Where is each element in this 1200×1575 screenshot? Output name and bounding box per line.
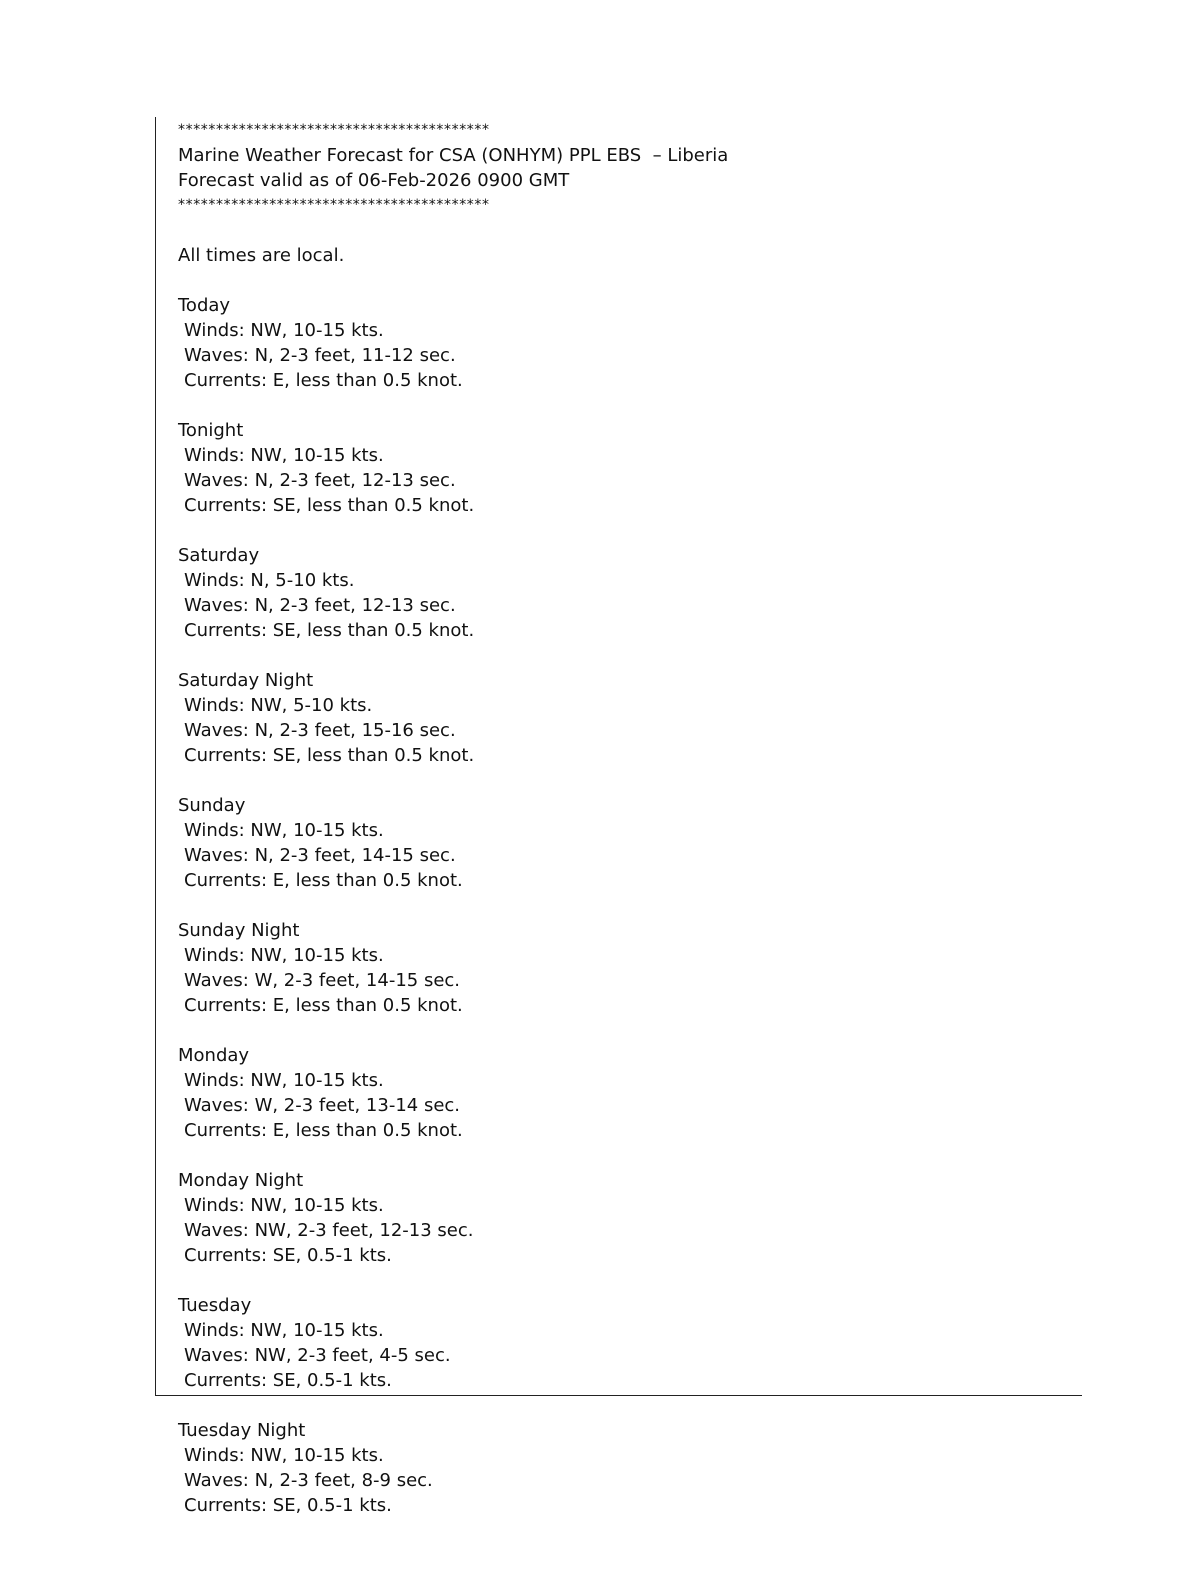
time-note: All times are local.: [178, 245, 345, 266]
forecast-period: [178, 1018, 1058, 1143]
period-currents: Currents: E, less than 0.5 knot.: [184, 870, 463, 891]
spacer: [178, 1018, 1058, 1043]
spacer: [178, 1393, 1058, 1418]
period-name: Sunday Night: [178, 920, 300, 941]
period-waves: Waves: NW, 2-3 feet, 12-13 sec.: [184, 1220, 474, 1241]
left-margin-rule: [155, 117, 156, 1396]
period-winds: Winds: NW, 10-15 kts.: [184, 1445, 384, 1466]
spacer: [178, 1143, 1058, 1168]
forecast-periods: [178, 268, 1058, 1518]
period-winds: Winds: NW, 10-15 kts.: [184, 1070, 384, 1091]
period-name: Saturday: [178, 545, 260, 566]
period-waves: Waves: N, 2-3 feet, 15-16 sec.: [184, 720, 456, 741]
forecast-period: [178, 393, 1058, 518]
period-name: Monday Night: [178, 1170, 304, 1191]
period-waves: Waves: N, 2-3 feet, 8-9 sec.: [184, 1470, 433, 1491]
period-currents: Currents: E, less than 0.5 knot.: [184, 370, 463, 391]
spacer: [178, 1268, 1058, 1293]
header-stars-bottom: *****************************************: [178, 197, 490, 213]
period-name: Saturday Night: [178, 670, 314, 691]
spacer: [178, 393, 1058, 418]
spacer: [178, 218, 1058, 243]
spacer: [178, 518, 1058, 543]
period-currents: Currents: E, less than 0.5 knot.: [184, 995, 463, 1016]
period-winds: Winds: NW, 10-15 kts.: [184, 320, 384, 341]
period-name: Tonight: [178, 420, 244, 441]
forecast-period: [178, 893, 1058, 1018]
spacer: [178, 268, 1058, 293]
header-stars-top: *****************************************: [178, 122, 490, 138]
period-name: Monday: [178, 1045, 250, 1066]
period-winds: Winds: NW, 10-15 kts.: [184, 945, 384, 966]
period-waves: Waves: N, 2-3 feet, 11-12 sec.: [184, 345, 456, 366]
period-waves: Waves: N, 2-3 feet, 12-13 sec.: [184, 595, 456, 616]
period-waves: Waves: W, 2-3 feet, 14-15 sec.: [184, 970, 461, 991]
period-winds: Winds: N, 5-10 kts.: [184, 570, 355, 591]
period-currents: Currents: SE, less than 0.5 knot.: [184, 745, 475, 766]
period-name: Today: [178, 295, 231, 316]
period-winds: Winds: NW, 10-15 kts.: [184, 820, 384, 841]
period-name: Tuesday Night: [178, 1420, 306, 1441]
period-winds: Winds: NW, 10-15 kts.: [184, 1195, 384, 1216]
period-winds: Winds: NW, 10-15 kts.: [184, 1320, 384, 1341]
forecast-title: Marine Weather Forecast for CSA (ONHYM) PPL EBS – Liberia: [178, 145, 729, 166]
period-waves: Waves: N, 2-3 feet, 12-13 sec.: [184, 470, 456, 491]
period-waves: Waves: W, 2-3 feet, 13-14 sec.: [184, 1095, 461, 1116]
period-currents: Currents: SE, 0.5-1 kts.: [184, 1495, 392, 1516]
forecast-valid-time: Forecast valid as of 06-Feb-2026 0900 GMT: [178, 170, 570, 191]
period-name: Sunday: [178, 795, 246, 816]
forecast-document: [178, 118, 1058, 1518]
forecast-period: [178, 1268, 1058, 1393]
forecast-period: [178, 768, 1058, 893]
period-currents: Currents: SE, less than 0.5 knot.: [184, 495, 475, 516]
forecast-period: [178, 1393, 1058, 1518]
forecast-period: [178, 518, 1058, 643]
forecast-period: [178, 268, 1058, 393]
period-name: Tuesday: [178, 1295, 252, 1316]
period-currents: Currents: SE, less than 0.5 knot.: [184, 620, 475, 641]
period-currents: Currents: SE, 0.5-1 kts.: [184, 1370, 392, 1391]
period-currents: Currents: SE, 0.5-1 kts.: [184, 1245, 392, 1266]
forecast-period: [178, 643, 1058, 768]
period-winds: Winds: NW, 10-15 kts.: [184, 445, 384, 466]
period-winds: Winds: NW, 5-10 kts.: [184, 695, 373, 716]
spacer: [178, 643, 1058, 668]
spacer: [178, 768, 1058, 793]
period-waves: Waves: NW, 2-3 feet, 4-5 sec.: [184, 1345, 451, 1366]
period-currents: Currents: E, less than 0.5 knot.: [184, 1120, 463, 1141]
forecast-period: [178, 1143, 1058, 1268]
period-waves: Waves: N, 2-3 feet, 14-15 sec.: [184, 845, 456, 866]
spacer: [178, 893, 1058, 918]
